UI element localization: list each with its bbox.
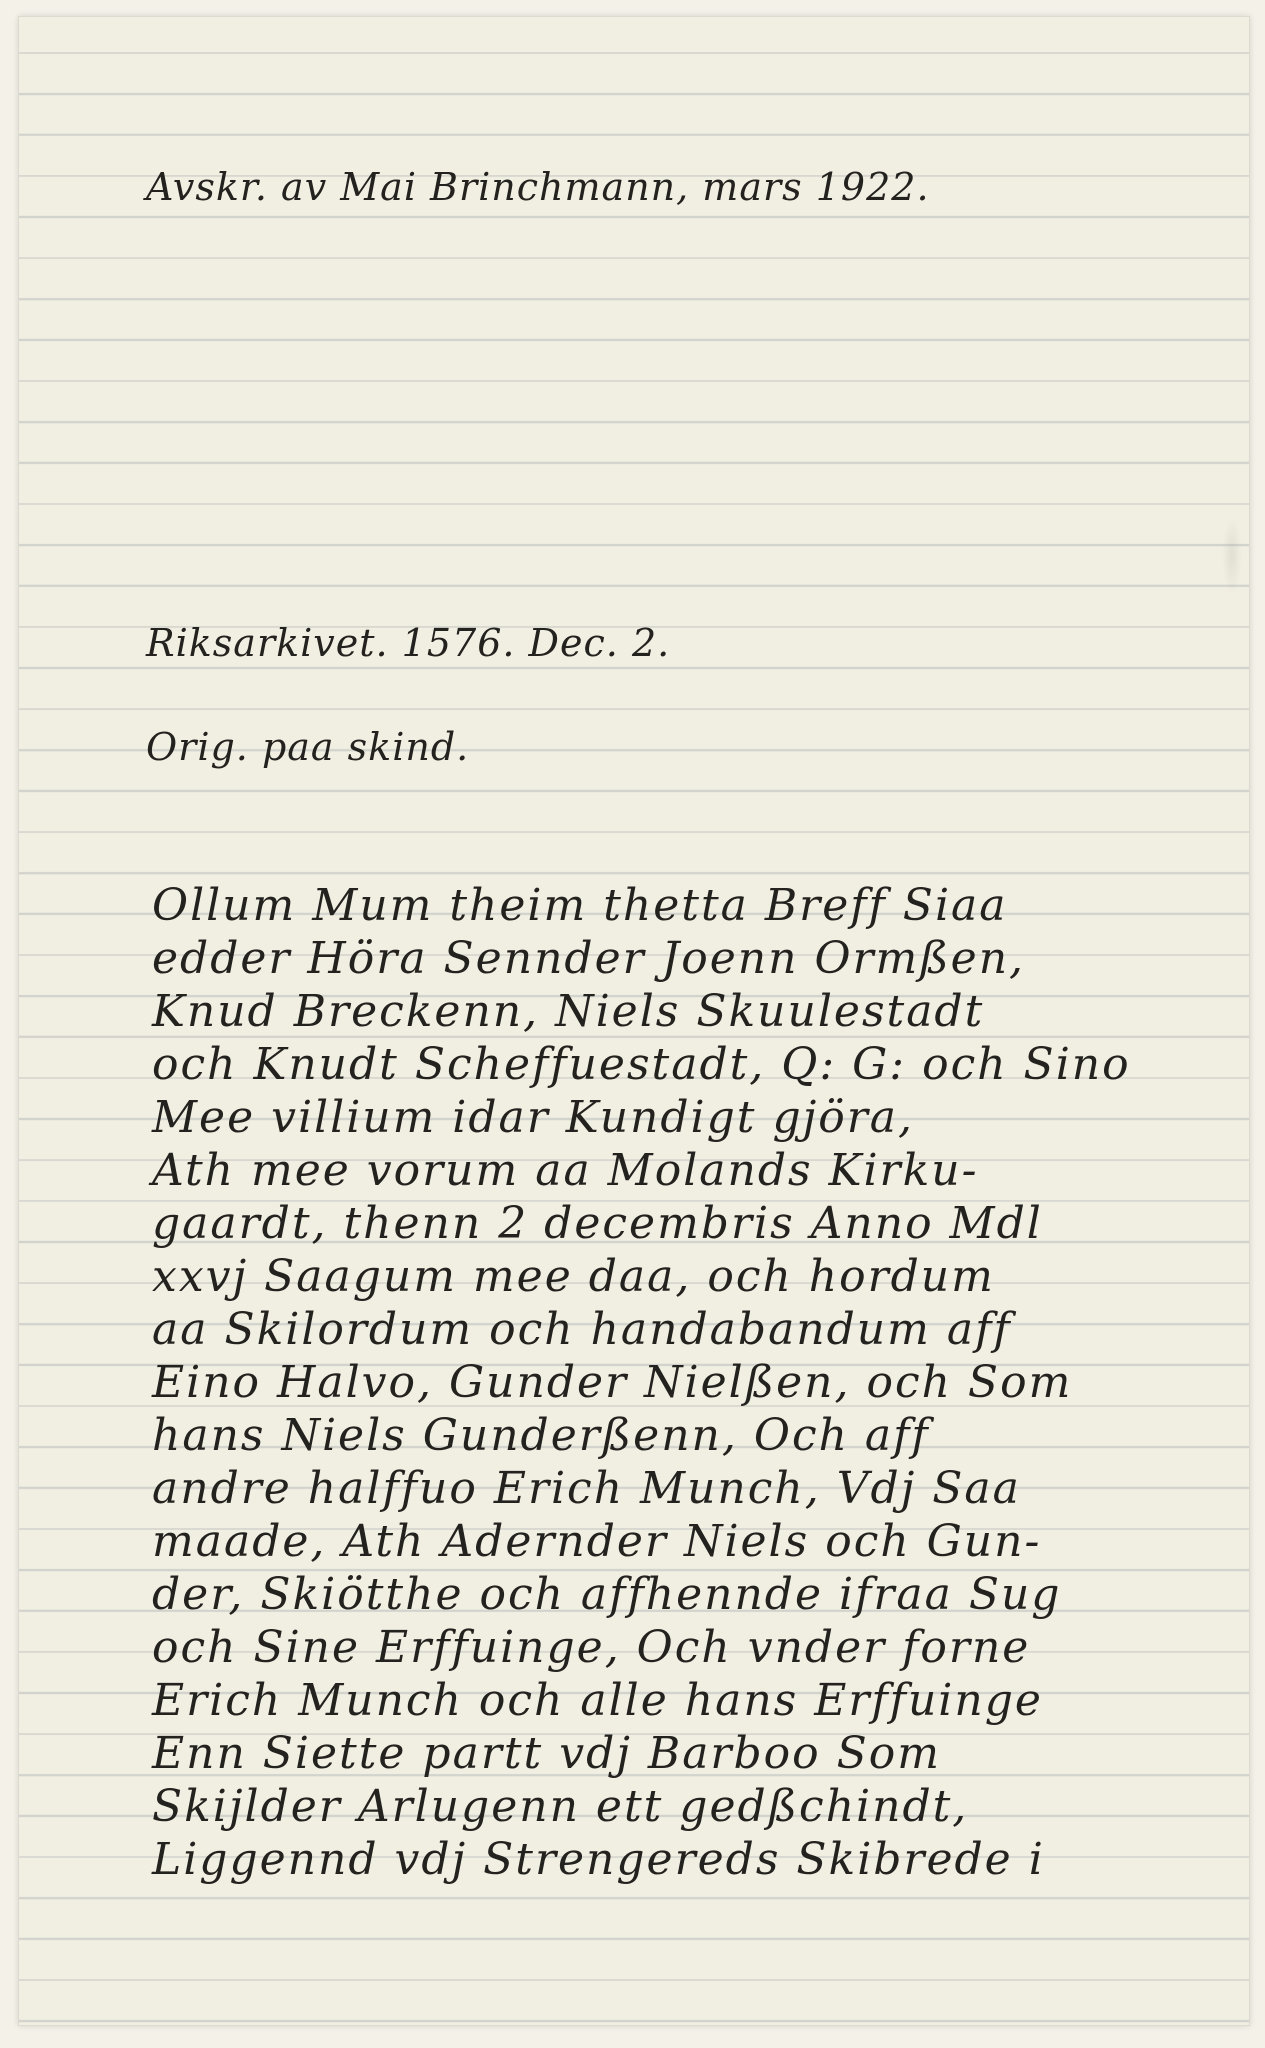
text-line: der, Skiötthe och affhennde ifraa Sug <box>152 1569 1062 1620</box>
ruled-page <box>18 16 1250 2026</box>
text-line: Mee villium idar Kundigt gjöra, <box>152 1092 915 1143</box>
page-stain <box>1222 516 1242 596</box>
text-line: Eino Halvo, Gunder Nielßen, och Som <box>152 1357 1073 1408</box>
text-line: andre halffuo Erich Munch, Vdj Saa <box>152 1463 1021 1514</box>
text-line: Enn Siette partt vdj Barboo Som <box>152 1728 941 1779</box>
text-line: Knud Breckenn, Niels Skuulestadt <box>152 986 985 1037</box>
original-note: Orig. paa skind. <box>146 725 470 769</box>
text-line: hans Niels Gunderßenn, Och aff <box>152 1410 930 1461</box>
text-line: Liggennd vdj Strengereds Skibrede i <box>152 1834 1045 1885</box>
text-line: Ath mee vorum aa Molands Kirku- <box>152 1145 979 1196</box>
archive-reference: Riksarkivet. 1576. Dec. 2. <box>146 621 671 665</box>
header-note: Avskr. av Mai Brinchmann, mars 1922. <box>146 165 930 209</box>
text-line: gaardt, thenn 2 decembris Anno Mdl <box>152 1198 1043 1249</box>
text-line: Skijlder Arlugenn ett gedßchindt, <box>152 1781 969 1832</box>
text-line: edder Höra Sennder Joenn Ormßen, <box>152 933 1026 984</box>
text-line: och Knudt Scheffuestadt, Q: G: och Sino <box>152 1039 1131 1090</box>
text-line: Erich Munch och alle hans Erffuinge <box>152 1675 1043 1726</box>
text-line: xxvj Saagum mee daa, och hordum <box>152 1251 995 1302</box>
text-line: aa Skilordum och handabandum aff <box>152 1304 1012 1355</box>
text-line: Ollum Mum theim thetta Breff Siaa <box>152 880 1008 931</box>
text-line: maade, Ath Adernder Niels och Gun- <box>152 1516 1042 1567</box>
text-line: och Sine Erffuinge, Och vnder forne <box>152 1622 1031 1673</box>
